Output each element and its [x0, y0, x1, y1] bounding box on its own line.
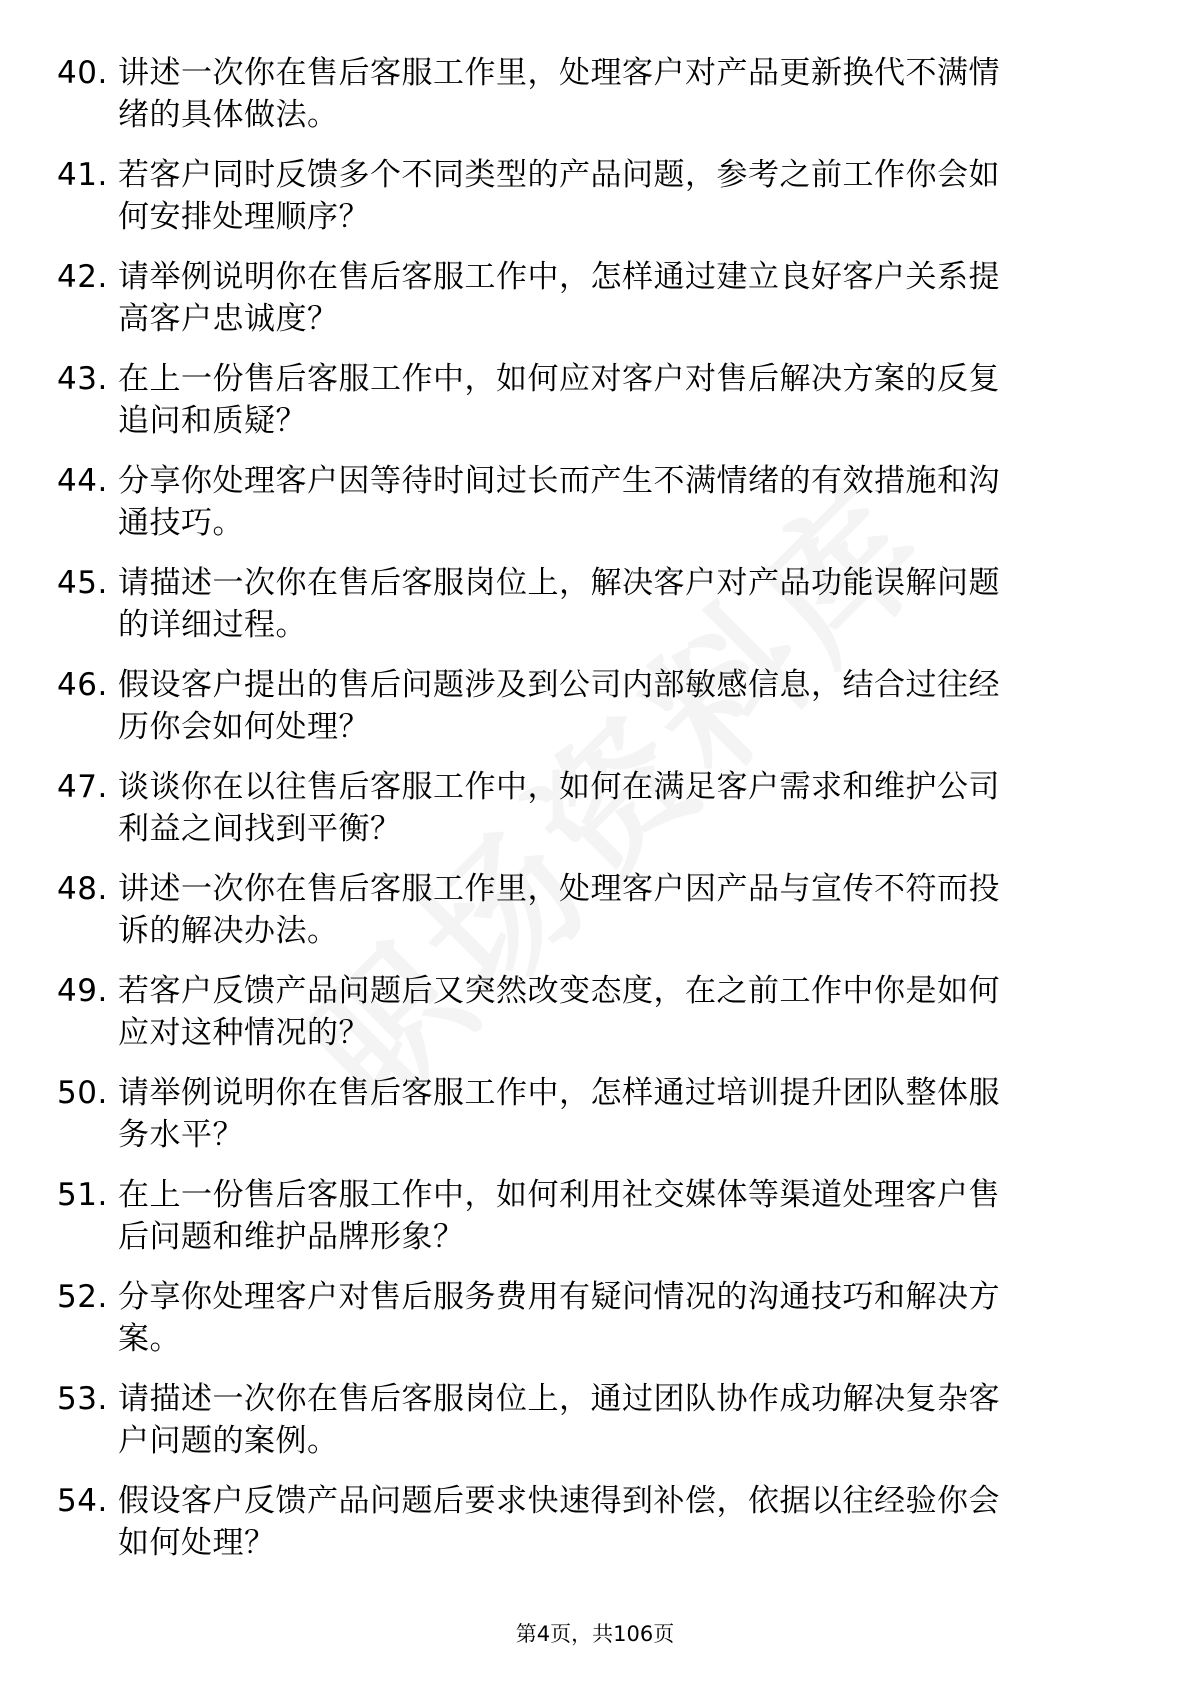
question-text: 分享你处理客户因等待时间过长而产生不满情绪的有效措施和沟通技巧。	[118, 463, 1000, 541]
question-number: 54.	[57, 1483, 108, 1519]
question-text: 请举例说明你在售后客服工作中，怎样通过建立良好客户关系提高客户忠诚度？	[118, 259, 1000, 337]
question-list	[0, 52, 1190, 1582]
list-item	[0, 1480, 1190, 1582]
list-item	[0, 868, 1190, 970]
list-item	[0, 358, 1190, 460]
page-number: 第4页，共106页	[515, 1622, 675, 1646]
list-item	[0, 562, 1190, 664]
question-text: 请举例说明你在售后客服工作中，怎样通过培训提升团队整体服务水平？	[118, 1075, 1000, 1153]
question-number: 49.	[57, 973, 108, 1009]
list-item	[0, 1072, 1190, 1174]
question-text: 在上一份售后客服工作中，如何应对客户对售后解决方案的反复追问和质疑？	[118, 361, 1000, 439]
question-number: 53.	[57, 1381, 108, 1417]
question-text: 分享你处理客户对售后服务费用有疑问情况的沟通技巧和解决方案。	[118, 1279, 1000, 1357]
list-item	[0, 52, 1190, 154]
question-number: 46.	[57, 667, 108, 703]
question-text: 请描述一次你在售后客服岗位上，解决客户对产品功能误解问题的详细过程。	[118, 565, 1000, 643]
question-number: 42.	[57, 259, 108, 295]
list-item	[0, 1174, 1190, 1276]
question-number: 44.	[57, 463, 108, 499]
question-number: 41.	[57, 157, 108, 193]
list-item	[0, 460, 1190, 562]
question-text: 请描述一次你在售后客服岗位上，通过团队协作成功解决复杂客户问题的案例。	[118, 1381, 1000, 1459]
question-text: 假设客户反馈产品问题后要求快速得到补偿，依据以往经验你会如何处理？	[118, 1483, 1000, 1561]
question-number: 48.	[57, 871, 108, 907]
question-text: 讲述一次你在售后客服工作里，处理客户因产品与宣传不符而投诉的解决办法。	[118, 871, 1000, 949]
question-text: 若客户同时反馈多个不同类型的产品问题，参考之前工作你会如何安排处理顺序？	[118, 157, 1000, 235]
question-text: 讲述一次你在售后客服工作里，处理客户对产品更新换代不满情绪的具体做法。	[118, 55, 1000, 133]
question-text: 在上一份售后客服工作中，如何利用社交媒体等渠道处理客户售后问题和维护品牌形象？	[118, 1177, 1000, 1255]
question-number: 40.	[57, 55, 108, 91]
list-item	[0, 664, 1190, 766]
question-number: 47.	[57, 769, 108, 805]
question-number: 45.	[57, 565, 108, 601]
question-number: 51.	[57, 1177, 108, 1213]
question-number: 50.	[57, 1075, 108, 1111]
question-text: 假设客户提出的售后问题涉及到公司内部敏感信息，结合过往经历你会如何处理？	[118, 667, 1000, 745]
list-item	[0, 970, 1190, 1072]
question-text: 谈谈你在以往售后客服工作中，如何在满足客户需求和维护公司利益之间找到平衡？	[118, 769, 1000, 847]
list-item	[0, 766, 1190, 868]
list-item	[0, 1276, 1190, 1378]
list-item	[0, 154, 1190, 256]
question-number: 43.	[57, 361, 108, 397]
list-item	[0, 256, 1190, 358]
question-number: 52.	[57, 1279, 108, 1315]
list-item	[0, 1378, 1190, 1480]
question-text: 若客户反馈产品问题后又突然改变态度，在之前工作中你是如何应对这种情况的？	[118, 973, 1000, 1051]
